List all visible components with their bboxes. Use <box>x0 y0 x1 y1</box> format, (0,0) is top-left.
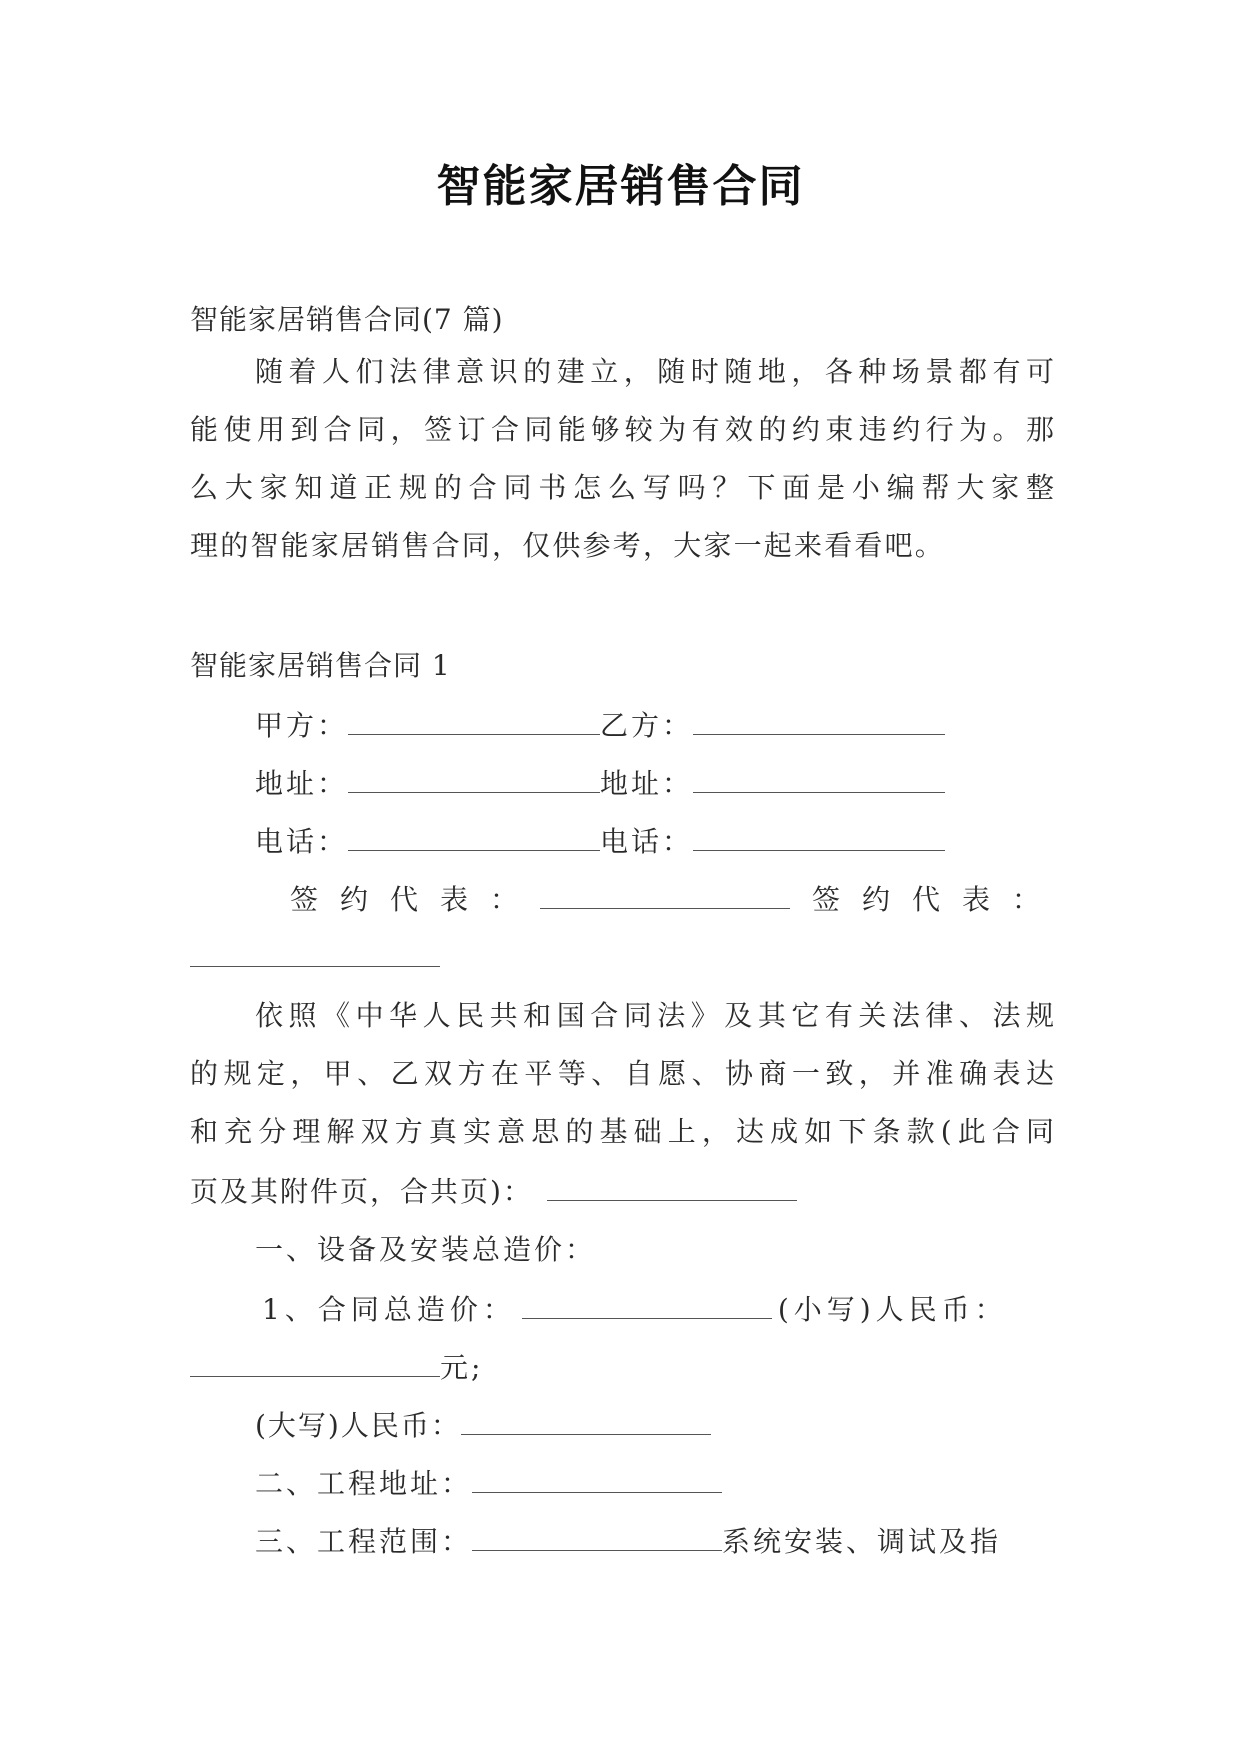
basis-line-4 <box>190 1170 797 1212</box>
basis-line-2: 的规定，甲、乙双方在平等、自愿、协商一致，并准确表达 <box>190 1057 1054 1090</box>
intro-line-2: 能使用到合同，签订合同能够较为有效的约束违约行为。那 <box>190 413 1054 446</box>
intro-line-1: 随着人们法律意识的建立，随时随地，各种场景都有可 <box>255 355 1054 388</box>
basis-line-3: 和充分理解双方真实意思的基础上，达成如下条款(此合同 <box>190 1115 1054 1148</box>
clause-1-heading: 一、设备及安装总造价： <box>255 1233 597 1266</box>
document-title: 智能家居销售合同 <box>436 161 805 212</box>
phone-row <box>255 820 945 862</box>
basis-line-1: 依照《中华人民共和国合同法》及其它有关法律、法规 <box>255 999 1054 1032</box>
clause-1-1-row <box>262 1288 1008 1330</box>
intro-line-4: 理的智能家居销售合同，仅供参考，大家一起来看看吧。 <box>190 529 946 562</box>
project-scope-tail: 系统安装、调试及指 <box>722 1525 1002 1558</box>
project-scope-blank[interactable] <box>472 1520 722 1551</box>
phone-a-blank[interactable] <box>348 820 600 851</box>
address-a-blank[interactable] <box>348 762 600 793</box>
phone-b-label: 电话： <box>600 825 694 858</box>
project-scope-label: 三、工程范围： <box>255 1525 473 1558</box>
capital-blank[interactable] <box>461 1404 711 1435</box>
address-b-blank[interactable] <box>693 762 945 793</box>
capital-row <box>255 1404 711 1446</box>
party-a-label: 甲方： <box>255 709 349 742</box>
total-price-label: 1、合同总造价： <box>262 1293 516 1326</box>
yuan-row <box>190 1346 483 1388</box>
total-price-blank[interactable] <box>522 1288 772 1319</box>
yuan-unit: 元; <box>440 1351 484 1384</box>
clause-2-row <box>255 1462 722 1504</box>
total-price-small-label: (小写)人民币： <box>777 1293 1008 1326</box>
capital-label: (大写)人民币： <box>255 1409 461 1442</box>
project-address-label: 二、工程地址： <box>255 1467 473 1500</box>
signer-a-blank[interactable] <box>540 878 790 909</box>
address-a-label: 地址： <box>255 767 349 800</box>
address-row <box>255 762 945 804</box>
signer-b-blank[interactable] <box>190 936 440 967</box>
party-b-label: 乙方： <box>600 709 694 742</box>
address-b-label: 地址： <box>600 767 694 800</box>
phone-b-blank[interactable] <box>693 820 945 851</box>
signer-b-row <box>190 936 440 978</box>
signer-row <box>290 878 1062 920</box>
intro-line-3: 么大家知道正规的合同书怎么写吗？下面是小编帮大家整 <box>190 471 1054 504</box>
phone-a-label: 电话： <box>255 825 349 858</box>
basis-line-4-text: 页及其附件页，合共页)： <box>190 1175 533 1208</box>
clause-3-row <box>255 1520 1001 1562</box>
party-b-blank[interactable] <box>693 704 945 735</box>
project-address-blank[interactable] <box>472 1462 722 1493</box>
section-heading-1: 智能家居销售合同 1 <box>190 649 451 682</box>
document-subtitle: 智能家居销售合同(7 篇) <box>190 303 504 336</box>
party-a-blank[interactable] <box>348 704 600 735</box>
party-row <box>255 704 945 746</box>
signer-b-label: 签约代表： <box>812 883 1063 916</box>
page-count-blank[interactable] <box>547 1170 797 1201</box>
rmb-small-blank[interactable] <box>190 1346 440 1377</box>
signer-a-label: 签约代表： <box>290 883 541 916</box>
